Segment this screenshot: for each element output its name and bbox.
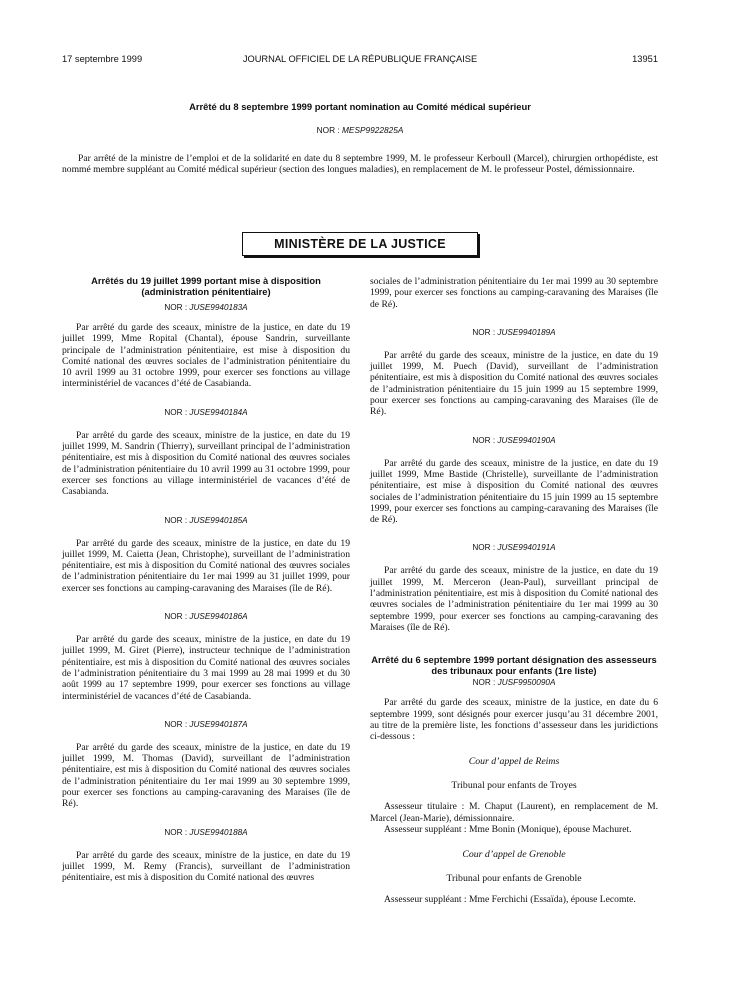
decree-paragraph: Par arrêté du garde des sceaux, ministre de la justice, en date du 19 juillet 1999, M. Giret (Pierre), instructeur technique de l’administration pénitentiaire, est mis à disposition du Comité national des œuvres sociales de l’administration pénitentiaire du 3 mai 1999 au 28 mai 1999 et du 30 août 1999 au 17 septembre 1999, pour exercer ses fonctions au village interministériel de vacances d’été de Casabianda. (62, 634, 350, 702)
nor-line: NOR : JUSE9940185A (164, 515, 248, 525)
assessor-entry: Assesseur suppléant : Mme Bonin (Monique), épouse Machuret. (384, 824, 632, 836)
nor-line: NOR : JUSF9950090A (472, 678, 556, 688)
nor-line: NOR : JUSE9940188A (164, 827, 248, 837)
decree-paragraph: Par arrêté du garde des sceaux, ministre de la justice, en date du 19 juillet 1999, M. Merceron (Jean-Paul), surveillant principal de l’administration pénitentiaire, est mis à disposition du Comité national des œuvres sociales de l’administration pénitentiaire du 1er mai 1999 au 30 septembre 1999, pour exercer ses fonctions au camping-caravaning des Maraises (île de Ré). (370, 565, 658, 633)
decree-paragraph: Par arrêté du garde des sceaux, ministre de la justice, en date du 19 juillet 1999, Mme Ropital (Chantal), épouse Sandrin, surveillante principale de l’administration pénitentiaire, est mise à disposition du Comité national des œuvres sociales de l’administration pénitentiaire du 10 avril 1999 au 31 octobre 1999, pour exercer ses fonctions au village interministériel de vacances d’été de Casabianda. (62, 322, 350, 390)
first-decree-text: Par arrêté de la ministre de l’emploi et de la solidarité en date du 8 septembre 1999, M. le professeur Kerboull (Marcel), chirurgien orthopédiste, est nommé membre suppléant au Comité médical supérieur (section des longues maladies), en remplacement de M. le professeur Postel, démissionnaire. (62, 153, 658, 176)
tribunal-heading: Tribunal pour enfants de Troyes (451, 780, 577, 792)
nor-value: MESP9922825A (342, 125, 404, 135)
first-decree-title: Arrêté du 8 septembre 1999 portant nomination au Comité médical supérieur (189, 101, 531, 112)
continued-paragraph: sociales de l’administration pénitentiaire du 1er mai 1999 au 30 septembre 1999, pour exercer ses fonctions au camping-caravaning des Maraises (île de Ré). (370, 276, 658, 310)
nor-line: NOR : JUSE9940191A (472, 543, 556, 553)
decree-paragraph: Par arrêté du garde des sceaux, ministre de la justice, en date du 19 juillet 1999, M. Caietta (Jean, Christophe), surveillant de l’administration pénitentiaire, est mis à disposition du Comité national des œuvres sociales de l’administration pénitentiaire du 1er mai 1999 au 31 juillet 1999, pour exercer ses fonctions au camping-caravaning des Maraises (île de Ré). (62, 537, 350, 594)
left-column (62, 276, 350, 884)
first-decree-nor (62, 125, 658, 135)
tribunal-heading: Tribunal pour enfants de Grenoble (446, 873, 582, 885)
header-journal-title: JOURNAL OFFICIEL DE LA RÉPUBLIQUE FRANÇAISE (242, 54, 478, 64)
decree-paragraph: Par arrêté du garde des sceaux, ministre de la justice, en date du 6 septembre 1999, sont désignés pour exercer jusqu’au 31 décembre 2001, au titre de la première liste, les fonctions d’assesseur dans les juridictions ci-dessous : (370, 697, 658, 743)
assessor-entry: Assesseur suppléant : Mme Ferchichi (Essaïda), épouse Lecomte. (384, 894, 636, 906)
decree-paragraph: Par arrêté du garde des sceaux, ministre de la justice, en date du 19 juillet 1999, M. Thomas (David), surveillant de l’administration pénitentiaire, est mis à disposition du Comité national des œuvres sociales de l’administration pénitentiaire du 1er mai 1999 au 30 septembre 1999, pour exercer ses fonctions au camping-caravaning des Maraises (île de Ré). (62, 741, 350, 810)
decree-paragraph: Par arrêté du garde des sceaux, ministre de la justice, en date du 19 juillet 1999, Mme Bastide (Christelle), surveillante de l’administration pénitentiaire, est mise à disposition du Comité national des œuvres sociales de l’administration pénitentiaire du 15 juin 1999 au 15 septembre 1999, pour exercer ses fonctions au camping-caravaning des Maraises (île de Ré). (370, 457, 658, 526)
nor-line: NOR : JUSE9940184A (164, 407, 248, 417)
right-column (370, 276, 658, 906)
header-date: 17 septembre 1999 (62, 54, 143, 64)
decree-paragraph: Par arrêté du garde des sceaux, ministre de la justice, en date du 19 juillet 1999, M. Puech (David), surveillant de l’administration pénitentiaire, est mis à disposition du Comité national des œuvres sociales de l’administration pénitentiaire du 15 juin 1999 au 15 septembre 1999, pour exercer ses fonctions au camping-caravaning des Maraises (île de Ré). (370, 349, 658, 418)
nor-label: NOR : (316, 125, 340, 135)
nor-line: NOR : JUSE9940187A (164, 719, 248, 729)
nor-line: NOR : JUSE9940186A (164, 612, 248, 622)
nor-line: NOR : JUSE9940190A (472, 435, 556, 445)
ministry-heading: MINISTÈRE DE LA JUSTICE (242, 232, 478, 256)
section-title: Arrêté du 6 septembre 1999 portant désignation des assesseurs des tribunaux pour enfants (1re liste) (371, 654, 657, 676)
nor-line: NOR : JUSE9940189A (472, 327, 556, 337)
nor-line: NOR : JUSE9940183A (164, 303, 248, 312)
court-heading: Cour d’appel de Reims (468, 756, 560, 768)
court-heading: Cour d’appel de Grenoble (462, 849, 566, 861)
header-page-number: 13951 (632, 54, 658, 64)
assessor-entry: Assesseur titulaire : M. Chaput (Laurent), en remplacement de M. Marcel (Jean-Marie), démissionnaire. (370, 801, 658, 824)
section-title: Arrêtés du 19 juillet 1999 portant mise à disposition (administration pénitentiaire) (91, 275, 321, 297)
decree-paragraph: Par arrêté du garde des sceaux, ministre de la justice, en date du 19 juillet 1999, M. Remy (Francis), surveillant de l’administration pénitentiaire, est mis à disposition du Comité national des œuvres (62, 849, 350, 884)
decree-paragraph: Par arrêté du garde des sceaux, ministre de la justice, en date du 19 juillet 1999, M. Sandrin (Thierry), surveillant principal de l’administration pénitentiaire, est mis à disposition du Comité national des œuvres sociales de l’administration pénitentiaire du 10 avril 1999 au 31 octobre 1999, pour exercer ses fonctions au village interministériel de vacances d’été de Casabianda. (62, 429, 350, 498)
